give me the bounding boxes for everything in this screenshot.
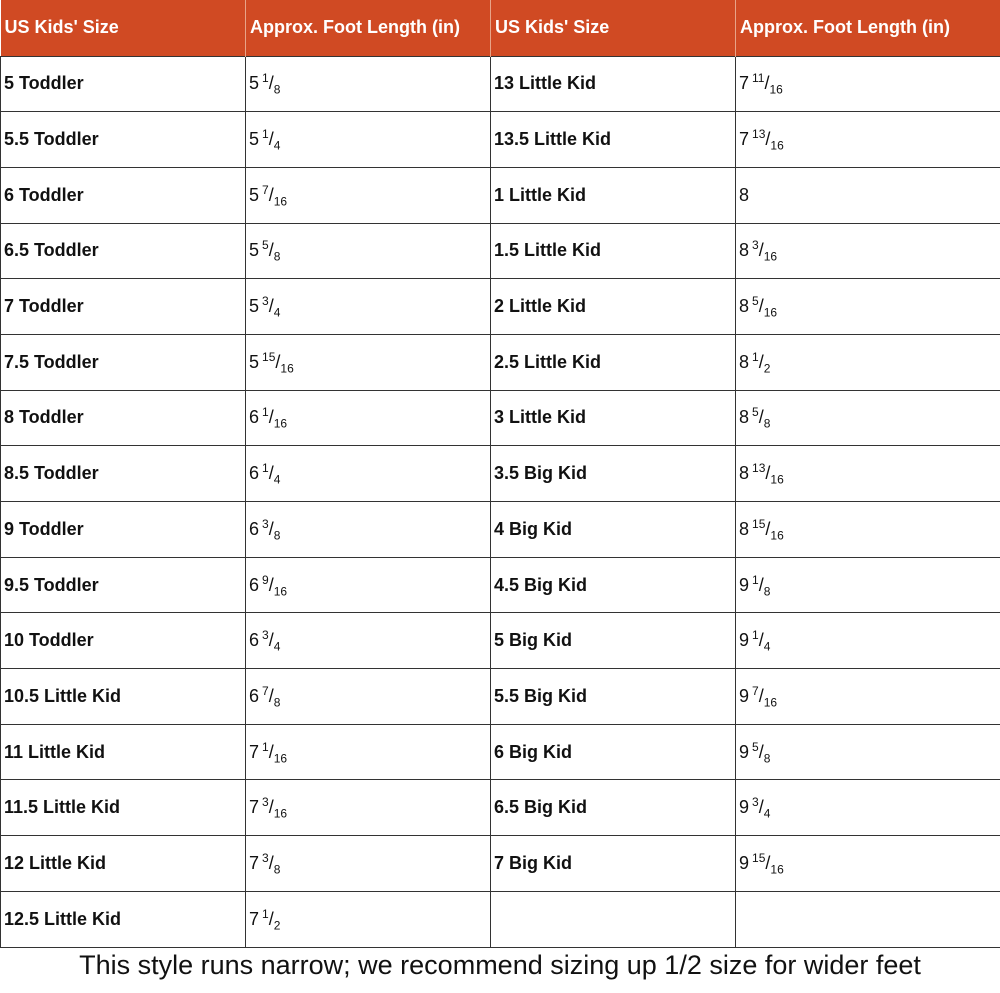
fraction-denominator: 8: [273, 528, 281, 543]
length-whole: 9: [739, 741, 750, 762]
length-fraction: [752, 795, 771, 821]
fraction-slash: /: [268, 184, 274, 205]
fraction-numerator: 3: [262, 294, 269, 309]
fraction-denominator: 16: [273, 751, 288, 766]
length-cell-left: [246, 390, 491, 446]
table-row: [1, 613, 1000, 669]
length-cell-right: [736, 390, 1000, 446]
fraction-numerator: 3: [262, 628, 269, 643]
size-cell-left: 10.5 Little Kid: [1, 669, 246, 725]
length-whole: 6: [249, 518, 260, 539]
length-fraction: [262, 127, 281, 153]
size-cell-right: 13 Little Kid: [491, 56, 736, 112]
fraction-slash: /: [758, 407, 764, 428]
table-row: [1, 780, 1000, 836]
length-cell-right: [736, 669, 1000, 725]
table-row: [1, 891, 1000, 947]
length-cell-left: [246, 167, 491, 223]
length-fraction: [752, 683, 778, 710]
table-row: [1, 56, 1000, 112]
fraction-numerator: 13: [752, 461, 766, 476]
fraction-denominator: 8: [763, 417, 771, 432]
size-cell-left: 7 Toddler: [1, 279, 246, 335]
fraction-slash: /: [268, 73, 274, 94]
fraction-denominator: 8: [273, 862, 281, 877]
fraction-slash: /: [268, 852, 274, 873]
size-cell-right: 2.5 Little Kid: [491, 334, 736, 390]
fraction-numerator: 11: [752, 71, 765, 86]
length-cell-left: [246, 112, 491, 168]
length-cell-right: [736, 112, 1000, 168]
length-whole: 8: [739, 351, 750, 372]
fraction-slash: /: [758, 741, 764, 762]
length-whole: 9: [739, 630, 750, 651]
length-whole: 5: [249, 240, 260, 261]
fraction-denominator: 16: [763, 695, 778, 710]
length-whole: 6: [249, 574, 260, 595]
fraction-numerator: 15: [262, 349, 276, 364]
length-cell-right: [736, 334, 1000, 390]
fraction-numerator: 3: [262, 850, 269, 865]
fraction-denominator: 16: [273, 194, 288, 209]
length-cell-left: [246, 780, 491, 836]
fraction-numerator: 9: [262, 572, 269, 587]
fraction-denominator: 8: [273, 695, 281, 710]
table-row: [1, 446, 1000, 502]
length-cell-left: [246, 223, 491, 279]
size-cell-left: 11.5 Little Kid: [1, 780, 246, 836]
fraction-slash: /: [765, 463, 771, 484]
size-cell-right: 1.5 Little Kid: [491, 223, 736, 279]
fraction-numerator: 1: [752, 628, 759, 643]
fraction-numerator: 1: [262, 71, 269, 86]
fraction-numerator: 1: [262, 739, 269, 754]
length-cell-left: [246, 613, 491, 669]
fraction-numerator: 1: [262, 461, 269, 476]
length-fraction: [262, 71, 281, 97]
table-row: [1, 390, 1000, 446]
fraction-slash: /: [268, 797, 274, 818]
size-cell-right: 5.5 Big Kid: [491, 669, 736, 725]
length-cell-left: [246, 557, 491, 613]
fraction-denominator: 16: [769, 82, 783, 97]
fraction-slash: /: [758, 351, 764, 372]
length-cell-right: [736, 223, 1000, 279]
length-fraction: [262, 739, 288, 766]
size-cell-right: 4.5 Big Kid: [491, 557, 736, 613]
size-cell-left: 9.5 Toddler: [1, 557, 246, 613]
length-cell-right: [736, 56, 1000, 112]
fraction-numerator: 3: [262, 795, 269, 810]
length-cell-left: [246, 836, 491, 892]
length-fraction: [262, 906, 281, 933]
fraction-numerator: 7: [262, 683, 269, 698]
fraction-slash: /: [268, 240, 274, 261]
table-row: [1, 279, 1000, 335]
fraction-slash: /: [268, 407, 274, 428]
fraction-slash: /: [758, 630, 764, 651]
length-whole: 6: [249, 463, 260, 484]
table-row: [1, 502, 1000, 558]
fraction-slash: /: [275, 351, 281, 372]
length-fraction: [262, 572, 288, 599]
length-fraction: [262, 516, 281, 543]
length-fraction: [752, 238, 778, 264]
length-fraction: [752, 516, 784, 543]
size-cell-right: [491, 891, 736, 947]
length-whole: 9: [739, 685, 750, 706]
length-fraction: [752, 850, 784, 877]
fraction-slash: /: [268, 630, 274, 651]
length-cell-right: [736, 167, 1000, 223]
length-cell-left: [246, 891, 491, 947]
length-cell-right: [736, 891, 1000, 947]
length-fraction: [262, 405, 288, 432]
size-cell-right: 6 Big Kid: [491, 724, 736, 780]
length-whole: 5: [249, 184, 260, 205]
fraction-denominator: 16: [280, 361, 294, 376]
length-whole: 5: [249, 129, 260, 150]
length-cell-left: [246, 56, 491, 112]
length-whole: 8: [739, 463, 750, 484]
length-whole: 7: [249, 797, 260, 818]
fraction-denominator: 16: [273, 806, 288, 821]
length-cell-right: [736, 836, 1000, 892]
length-whole: 8: [739, 407, 750, 428]
fraction-slash: /: [758, 685, 764, 706]
table-row: [1, 112, 1000, 168]
fraction-denominator: 4: [273, 305, 281, 320]
length-cell-left: [246, 446, 491, 502]
size-cell-right: 3 Little Kid: [491, 390, 736, 446]
length-whole: 7: [249, 852, 260, 873]
table-row: [1, 724, 1000, 780]
size-cell-left: 7.5 Toddler: [1, 334, 246, 390]
size-cell-right: 4 Big Kid: [491, 502, 736, 558]
fraction-numerator: 13: [752, 127, 766, 142]
fraction-numerator: 1: [752, 572, 759, 587]
fraction-slash: /: [268, 518, 274, 539]
fraction-numerator: 7: [752, 683, 759, 698]
length-fraction: [752, 405, 771, 432]
fraction-denominator: 16: [770, 138, 784, 153]
size-cell-right: 2 Little Kid: [491, 279, 736, 335]
length-fraction: [262, 238, 281, 264]
length-cell-right: [736, 557, 1000, 613]
fraction-numerator: 3: [752, 795, 759, 810]
length-fraction: [752, 127, 784, 153]
fraction-numerator: 15: [752, 516, 766, 531]
fraction-numerator: 5: [262, 238, 269, 253]
fraction-slash: /: [758, 797, 764, 818]
fraction-numerator: 5: [752, 294, 759, 309]
table-row: [1, 836, 1000, 892]
length-fraction: [262, 795, 288, 821]
fraction-denominator: 4: [273, 138, 281, 153]
length-fraction: [752, 572, 771, 599]
fraction-slash: /: [765, 129, 771, 150]
fraction-slash: /: [765, 518, 771, 539]
size-cell-right: 3.5 Big Kid: [491, 446, 736, 502]
fraction-denominator: 8: [273, 82, 281, 97]
fraction-denominator: 16: [763, 305, 778, 320]
fraction-denominator: 4: [763, 806, 771, 821]
fraction-denominator: 16: [770, 528, 784, 543]
length-fraction: [262, 461, 281, 487]
length-cell-left: [246, 279, 491, 335]
fraction-slash: /: [765, 852, 771, 873]
fraction-numerator: 1: [262, 405, 269, 420]
length-whole: 8: [739, 518, 750, 539]
header-size-right: US Kids' Size: [491, 0, 736, 56]
fraction-denominator: 2: [273, 918, 281, 933]
fraction-numerator: 1: [752, 349, 759, 364]
length-whole: 8: [739, 184, 750, 205]
length-fraction: [262, 683, 281, 710]
length-whole: 6: [249, 630, 260, 651]
fraction-numerator: 5: [752, 739, 759, 754]
length-whole: 5: [249, 351, 260, 372]
size-cell-left: 11 Little Kid: [1, 724, 246, 780]
fraction-denominator: 16: [273, 584, 288, 599]
length-cell-right: [736, 502, 1000, 558]
fraction-slash: /: [268, 296, 274, 317]
length-cell-left: [246, 724, 491, 780]
fraction-slash: /: [758, 240, 764, 261]
size-cell-left: 6.5 Toddler: [1, 223, 246, 279]
length-cell-left: [246, 502, 491, 558]
header-size-left: US Kids' Size: [1, 0, 246, 56]
size-cell-left: 10 Toddler: [1, 613, 246, 669]
length-fraction: [752, 628, 771, 654]
length-cell-right: [736, 724, 1000, 780]
length-fraction: [752, 739, 771, 766]
size-cell-left: 12.5 Little Kid: [1, 891, 246, 947]
length-whole: 5: [249, 296, 260, 317]
fraction-numerator: 7: [262, 182, 269, 197]
table-row: [1, 557, 1000, 613]
fraction-denominator: 16: [770, 862, 784, 877]
fraction-denominator: 4: [763, 639, 771, 654]
fraction-numerator: 3: [752, 238, 759, 253]
table-row: [1, 669, 1000, 725]
fraction-denominator: 8: [763, 751, 771, 766]
fraction-slash: /: [268, 574, 274, 595]
size-cell-right: 7 Big Kid: [491, 836, 736, 892]
length-cell-right: [736, 446, 1000, 502]
fraction-denominator: 16: [770, 472, 784, 487]
fraction-slash: /: [268, 685, 274, 706]
length-fraction: [752, 461, 784, 487]
length-fraction: [262, 628, 281, 654]
header-row: [1, 0, 1000, 56]
length-cell-right: [736, 780, 1000, 836]
length-whole: 7: [739, 129, 750, 150]
fraction-numerator: 5: [752, 405, 759, 420]
size-cell-left: 9 Toddler: [1, 502, 246, 558]
size-cell-left: 5.5 Toddler: [1, 112, 246, 168]
size-cell-left: 8.5 Toddler: [1, 446, 246, 502]
fraction-slash: /: [758, 296, 764, 317]
length-whole: 5: [249, 73, 260, 94]
length-whole: 8: [739, 240, 750, 261]
table-row: [1, 334, 1000, 390]
length-whole: 7: [249, 908, 260, 929]
size-cell-right: 6.5 Big Kid: [491, 780, 736, 836]
table-row: [1, 167, 1000, 223]
fraction-numerator: 1: [262, 127, 269, 142]
fraction-denominator: 16: [763, 250, 778, 264]
size-cell-right: 5 Big Kid: [491, 613, 736, 669]
length-cell-left: [246, 334, 491, 390]
length-whole: 8: [739, 296, 750, 317]
size-cell-right: 13.5 Little Kid: [491, 112, 736, 168]
size-cell-left: 12 Little Kid: [1, 836, 246, 892]
size-cell-left: 8 Toddler: [1, 390, 246, 446]
fraction-denominator: 8: [763, 584, 771, 599]
length-fraction: [752, 294, 778, 320]
length-whole: 6: [249, 407, 260, 428]
length-whole: 9: [739, 797, 750, 818]
length-fraction: [262, 349, 294, 376]
header-length-left: Approx. Foot Length (in): [246, 0, 491, 56]
fraction-denominator: 16: [273, 417, 288, 432]
length-fraction: [262, 182, 288, 209]
length-fraction: [262, 294, 281, 320]
length-whole: 9: [739, 852, 750, 873]
size-cell-left: 6 Toddler: [1, 167, 246, 223]
length-fraction: [262, 850, 281, 877]
table-row: [1, 223, 1000, 279]
fraction-numerator: 3: [262, 516, 269, 531]
fraction-slash: /: [268, 129, 274, 150]
fraction-denominator: 8: [273, 250, 281, 264]
fraction-denominator: 2: [763, 361, 771, 376]
length-fraction: [752, 71, 783, 97]
length-whole: 7: [739, 73, 750, 94]
fraction-denominator: 4: [273, 639, 281, 654]
fraction-numerator: 15: [752, 850, 766, 865]
footer-note: This style runs narrow; we recommend sizing up 1/2 size for wider feet: [79, 950, 921, 980]
size-cell-right: 1 Little Kid: [491, 167, 736, 223]
fraction-slash: /: [758, 574, 764, 595]
fraction-numerator: 1: [262, 906, 269, 921]
fraction-slash: /: [764, 73, 770, 94]
header-length-right: Approx. Foot Length (in): [736, 0, 1000, 56]
fraction-slash: /: [268, 463, 274, 484]
fraction-slash: /: [268, 741, 274, 762]
size-cell-left: 5 Toddler: [1, 56, 246, 112]
length-cell-right: [736, 279, 1000, 335]
fraction-denominator: 4: [273, 472, 281, 487]
length-whole: 6: [249, 685, 260, 706]
length-cell-left: [246, 669, 491, 725]
length-fraction: [752, 349, 771, 376]
length-cell-right: [736, 613, 1000, 669]
fraction-slash: /: [268, 908, 274, 929]
length-whole: 7: [249, 741, 260, 762]
length-whole: 9: [739, 574, 750, 595]
